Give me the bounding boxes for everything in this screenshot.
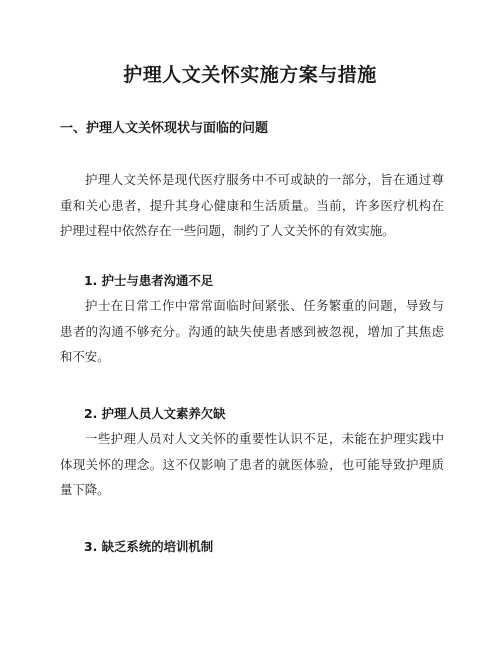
subheading-humanistic-literacy: 2. 护理人员人文素养欠缺 [84,406,226,421]
paragraph-communication: 护士在日常工作中常常面临时间紧张、任务繁重的问题，导致与患者的沟通不够充分。沟通的缺失使患者感到被忽视，增加了其焦虑和不安。 [60,298,444,364]
paragraph-humanistic-literacy: 一些护理人员对人文关怀的重要性认识不足，未能在护理实践中体现关怀的理念。这不仅影响了患者的就医体验，也可能导致护理质量下降。 [60,431,444,497]
intro-paragraph: 护理人文关怀是现代医疗服务中不可或缺的一部分，旨在通过尊重和关心患者，提升其身心健康和生活质量。当前，许多医疗机构在护理过程中依然存在一些问题，制约了人文关怀的有效实施。 [60,172,444,238]
section-heading: 一、护理人文关怀现状与面临的问题 [60,121,269,136]
subheading-training-mechanism: 3. 缺乏系统的培训机制 [84,539,214,554]
subheading-communication: 1. 护士与患者沟通不足 [84,273,214,288]
document-title: 护理人文关怀实施方案与措施 [123,64,377,86]
